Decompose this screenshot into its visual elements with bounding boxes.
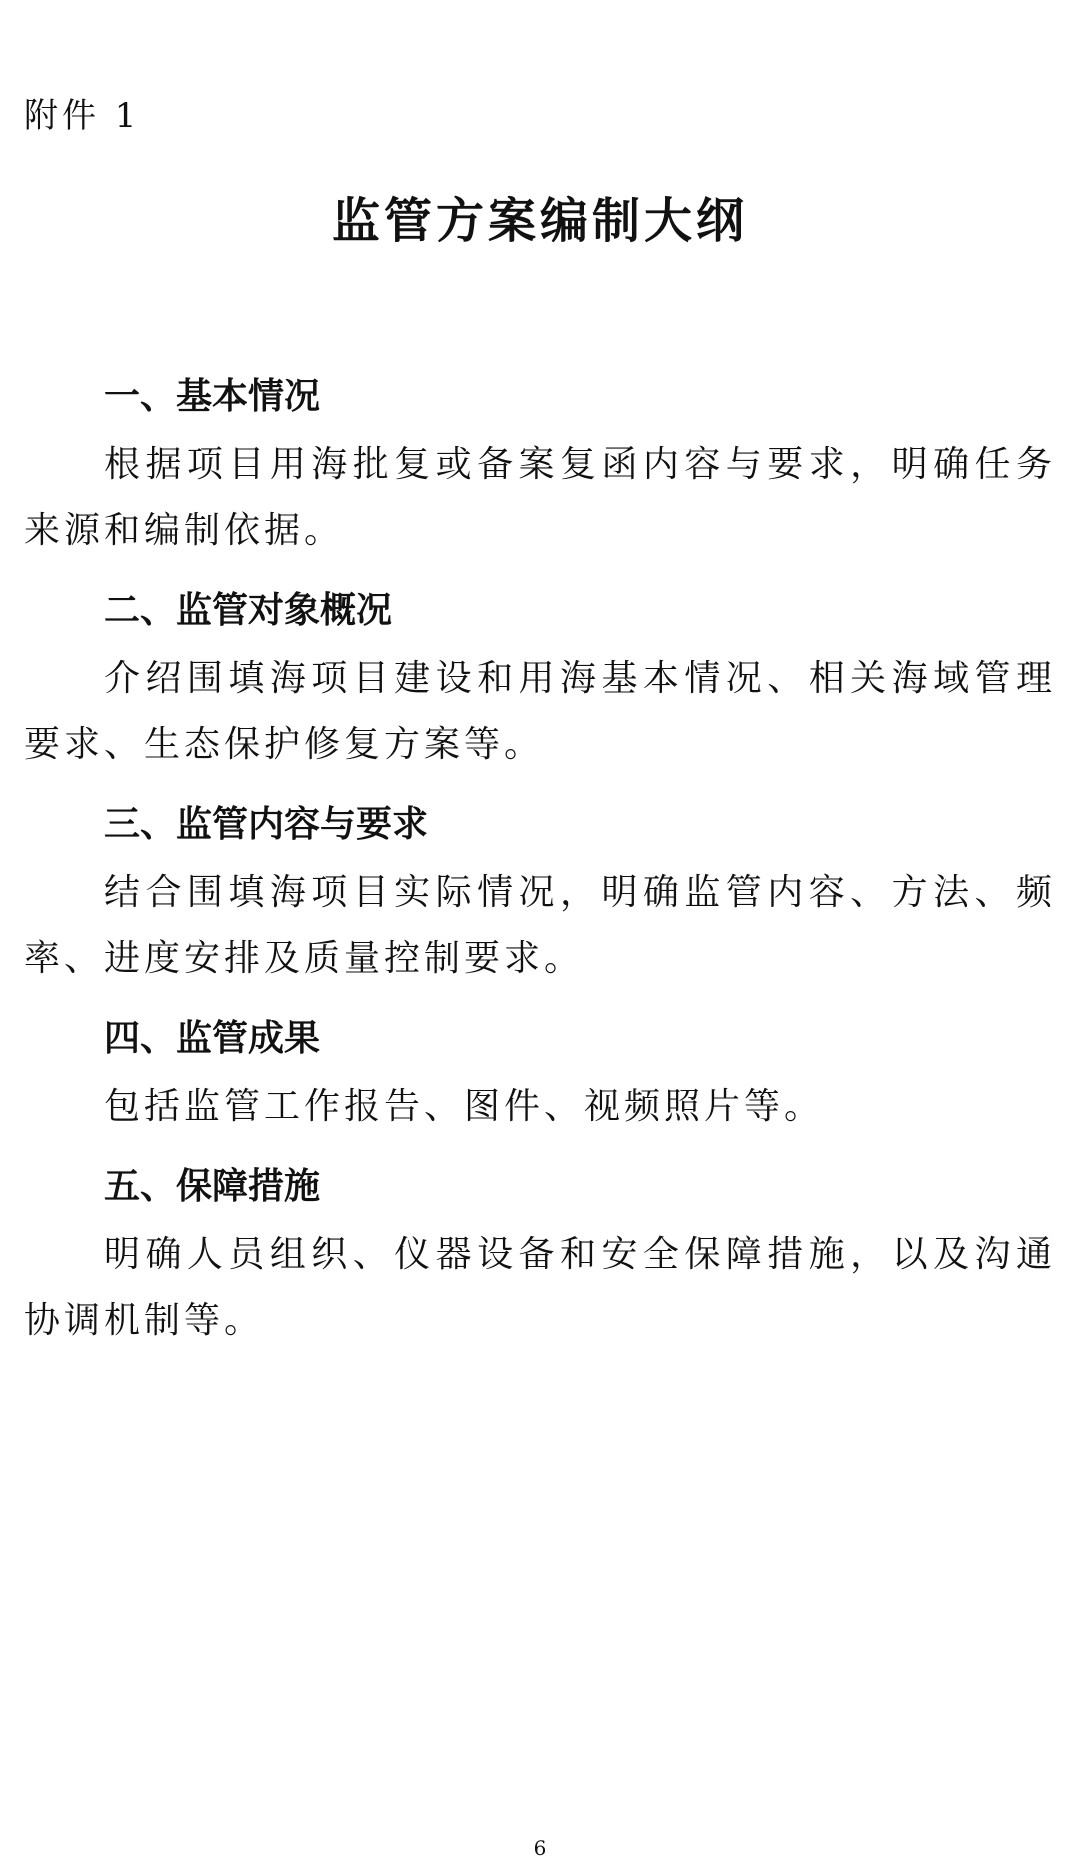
section-body: 包括监管工作报告、图件、视频照片等。 [104, 1086, 825, 1127]
document-title: 监管方案编制大纲 [331, 193, 748, 249]
section-supervision-content [24, 790, 1056, 992]
section-basic-info [24, 362, 1056, 564]
outline-sections [24, 362, 1056, 1366]
section-heading: 三、监管内容与要求 [104, 804, 429, 845]
section-supervision-results [24, 1004, 1056, 1140]
section-heading: 五、保障措施 [104, 1166, 321, 1207]
section-heading: 二、监管对象概况 [104, 590, 393, 631]
section-safeguard-measures [24, 1152, 1056, 1354]
section-body: 介绍围填海项目建设和用海基本情况、相关海域管理要求、生态保护修复方案等。 [24, 658, 1056, 765]
section-supervision-object [24, 576, 1056, 778]
section-body: 根据项目用海批复或备案复函内容与要求，明确任务来源和编制依据。 [24, 444, 1056, 551]
section-body: 结合围填海项目实际情况，明确监管内容、方法、频率、进度安排及质量控制要求。 [24, 872, 1056, 979]
page-number: 6 [533, 1836, 547, 1860]
section-body: 明确人员组织、仪器设备和安全保障措施，以及沟通协调机制等。 [24, 1234, 1056, 1341]
annex-label: 附件 1 [24, 96, 141, 136]
section-heading: 四、监管成果 [104, 1018, 321, 1059]
section-heading: 一、基本情况 [104, 376, 321, 417]
